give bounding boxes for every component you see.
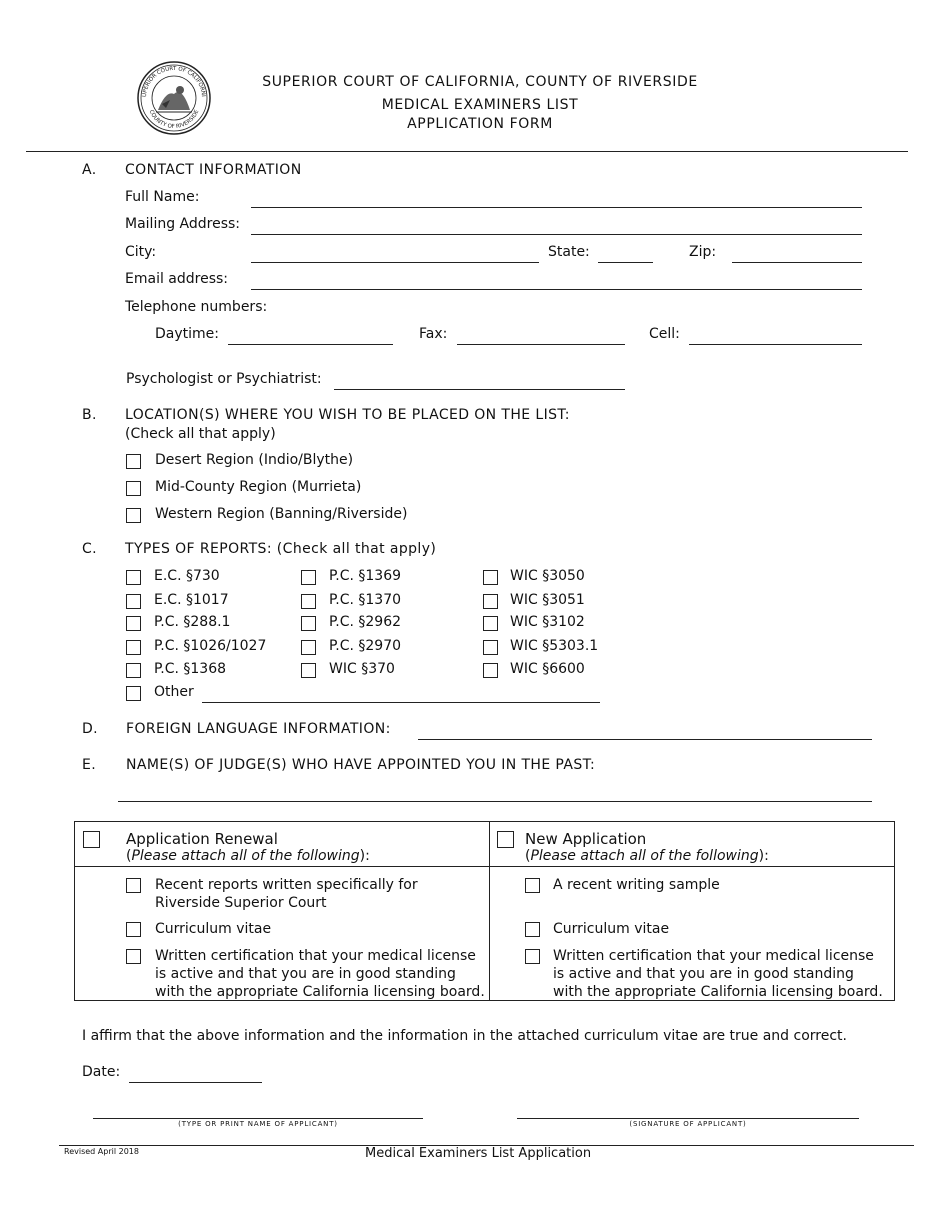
renewal-title: Application Renewal (126, 830, 278, 848)
svg-text:SUPERIOR COURT OF CALIFORNIA: UPERIOR COURT OF CALIFORNI (141, 65, 206, 98)
report-ec-730-checkbox[interactable] (126, 570, 141, 585)
zip-label: Zip: (689, 244, 717, 260)
renewal-subtitle-italic: Please attach all of the following (131, 848, 360, 864)
fax-field[interactable] (457, 344, 625, 345)
mailing-address-field[interactable] (251, 234, 862, 235)
footer-title: Medical Examiners List Application (365, 1146, 592, 1161)
table-row-divider (74, 866, 895, 867)
desert-region-label: Desert Region (Indio/Blythe) (155, 452, 354, 468)
form-title-line-2: APPLICATION FORM (407, 116, 553, 132)
report-ec-730-label: E.C. §730 (154, 568, 220, 584)
report-wic-6600-label: WIC §6600 (510, 661, 585, 677)
renewal-subtitle (126, 848, 370, 864)
form-title-line-1: MEDICAL EXAMINERS LIST (381, 97, 579, 113)
report-ec-1017-label: E.C. §1017 (154, 592, 229, 608)
section-d-letter: D. (82, 721, 99, 737)
report-other-checkbox[interactable] (126, 686, 141, 701)
western-region-label: Western Region (Banning/Riverside) (155, 506, 408, 522)
report-pc-1026-label: P.C. §1026/1027 (154, 638, 267, 654)
judges-field[interactable] (118, 801, 872, 802)
section-e-letter: E. (82, 757, 97, 773)
foreign-language-field[interactable] (418, 739, 872, 740)
new-app-title: New Application (525, 830, 647, 848)
new-application-checkbox[interactable] (497, 831, 514, 848)
report-wic-3050-checkbox[interactable] (483, 570, 498, 585)
applicant-name-caption: (TYPE OR PRINT NAME OF APPLICANT) (178, 1120, 338, 1128)
zip-field[interactable] (732, 262, 862, 263)
report-pc-2970-label: P.C. §2970 (329, 638, 402, 654)
new-app-subtitle-close: ): (758, 848, 769, 864)
report-pc-288-1-label: P.C. §288.1 (154, 614, 231, 630)
report-pc-2962-checkbox[interactable] (301, 616, 316, 631)
report-ec-1017-checkbox[interactable] (126, 594, 141, 609)
date-field[interactable] (129, 1082, 262, 1083)
applicant-signature-field[interactable] (517, 1118, 859, 1119)
renewal-certification-label: Written certification that your medical license is active and that you are in good standing with the appropriate California licensing board. (155, 948, 485, 1000)
report-pc-1026-checkbox[interactable] (126, 640, 141, 655)
email-label: Email address: (125, 271, 229, 287)
renewal-subtitle-close: ): (359, 848, 370, 864)
new-writing-sample-checkbox[interactable] (525, 878, 540, 893)
application-renewal-checkbox[interactable] (83, 831, 100, 848)
psychologist-label: Psychologist or Psychiatrist: (126, 371, 322, 387)
table-column-divider (489, 821, 490, 1001)
applicant-signature-caption: (SIGNATURE OF APPLICANT) (629, 1120, 747, 1128)
city-field[interactable] (251, 262, 539, 263)
new-certification-label: Written certification that your medical license is active and that you are in good standing with the appropriate California licensing board. (553, 948, 883, 1000)
daytime-label: Daytime: (155, 326, 219, 342)
telephone-label: Telephone numbers: (125, 299, 268, 315)
report-wic-3102-checkbox[interactable] (483, 616, 498, 631)
full-name-label: Full Name: (125, 189, 200, 205)
report-wic-6600-checkbox[interactable] (483, 663, 498, 678)
mid-county-region-checkbox[interactable] (126, 481, 141, 496)
revised-date: Revised April 2018 (64, 1147, 139, 1156)
header-divider (26, 151, 908, 152)
report-wic-3051-label: WIC §3051 (510, 592, 585, 608)
affirmation-text: I affirm that the above information and the information in the attached curriculum vitae are true and correct. (82, 1028, 847, 1044)
report-pc-1368-label: P.C. §1368 (154, 661, 227, 677)
western-region-checkbox[interactable] (126, 508, 141, 523)
report-pc-1369-label: P.C. §1369 (329, 568, 402, 584)
renewal-certification-checkbox[interactable] (126, 949, 141, 964)
desert-region-checkbox[interactable] (126, 454, 141, 469)
court-name: SUPERIOR COURT OF CALIFORNIA, COUNTY OF RIVERSIDE (262, 74, 698, 90)
report-pc-1370-checkbox[interactable] (301, 594, 316, 609)
section-e-title: NAME(S) OF JUDGE(S) WHO HAVE APPOINTED YOU IN THE PAST: (126, 757, 596, 773)
email-field[interactable] (251, 289, 862, 290)
mid-county-region-label: Mid-County Region (Murrieta) (155, 479, 362, 495)
cell-field[interactable] (689, 344, 862, 345)
section-b-note: (Check all that apply) (125, 426, 276, 442)
applicant-name-field[interactable] (93, 1118, 423, 1119)
state-label: State: (548, 244, 590, 260)
report-wic-5303-1-checkbox[interactable] (483, 640, 498, 655)
section-b-letter: B. (82, 407, 97, 423)
mailing-address-label: Mailing Address: (125, 216, 241, 232)
renewal-cv-checkbox[interactable] (126, 922, 141, 937)
report-pc-2970-checkbox[interactable] (301, 640, 316, 655)
new-certification-checkbox[interactable] (525, 949, 540, 964)
date-label: Date: (82, 1064, 121, 1080)
cell-label: Cell: (649, 326, 680, 342)
report-wic-370-label: WIC §370 (329, 661, 395, 677)
new-writing-sample-label: A recent writing sample (553, 877, 720, 893)
section-c-letter: C. (82, 541, 98, 557)
psychologist-field[interactable] (334, 389, 625, 390)
new-cv-checkbox[interactable] (525, 922, 540, 937)
section-a-title: CONTACT INFORMATION (125, 162, 302, 178)
report-wic-3102-label: WIC §3102 (510, 614, 585, 630)
city-label: City: (125, 244, 157, 260)
renewal-reports-label: Recent reports written specifically for Riverside Superior Court (155, 877, 418, 911)
renewal-reports-checkbox[interactable] (126, 878, 141, 893)
report-pc-1370-label: P.C. §1370 (329, 592, 402, 608)
section-a-letter: A. (82, 162, 97, 178)
full-name-field[interactable] (251, 207, 862, 208)
new-app-subtitle (525, 848, 769, 864)
state-field[interactable] (598, 262, 653, 263)
new-app-subtitle-italic: Please attach all of the following (530, 848, 759, 864)
report-wic-370-checkbox[interactable] (301, 663, 316, 678)
section-d-title: FOREIGN LANGUAGE INFORMATION: (126, 721, 391, 737)
renewal-cv-label: Curriculum vitae (155, 921, 272, 937)
report-pc-1368-checkbox[interactable] (126, 663, 141, 678)
daytime-field[interactable] (228, 344, 393, 345)
report-pc-288-1-checkbox[interactable] (126, 616, 141, 631)
report-wic-5303-1-label: WIC §5303.1 (510, 638, 599, 654)
report-wic-3051-checkbox[interactable] (483, 594, 498, 609)
svg-text:COUNTY OF RIVERSIDE: COUNTY OF RIVERSIDE (147, 109, 201, 131)
report-other-label: Other (154, 684, 194, 700)
section-c-title: TYPES OF REPORTS: (Check all that apply) (125, 541, 437, 557)
new-app-subtitle-open: ( (525, 848, 531, 864)
new-cv-label: Curriculum vitae (553, 921, 670, 937)
fax-label: Fax: (419, 326, 448, 342)
report-pc-1369-checkbox[interactable] (301, 570, 316, 585)
section-b-title: LOCATION(S) WHERE YOU WISH TO BE PLACED ON THE LIST: (125, 407, 570, 423)
report-other-field[interactable] (202, 702, 600, 703)
report-wic-3050-label: WIC §3050 (510, 568, 585, 584)
renewal-subtitle-open: ( (126, 848, 132, 864)
report-pc-2962-label: P.C. §2962 (329, 614, 402, 630)
